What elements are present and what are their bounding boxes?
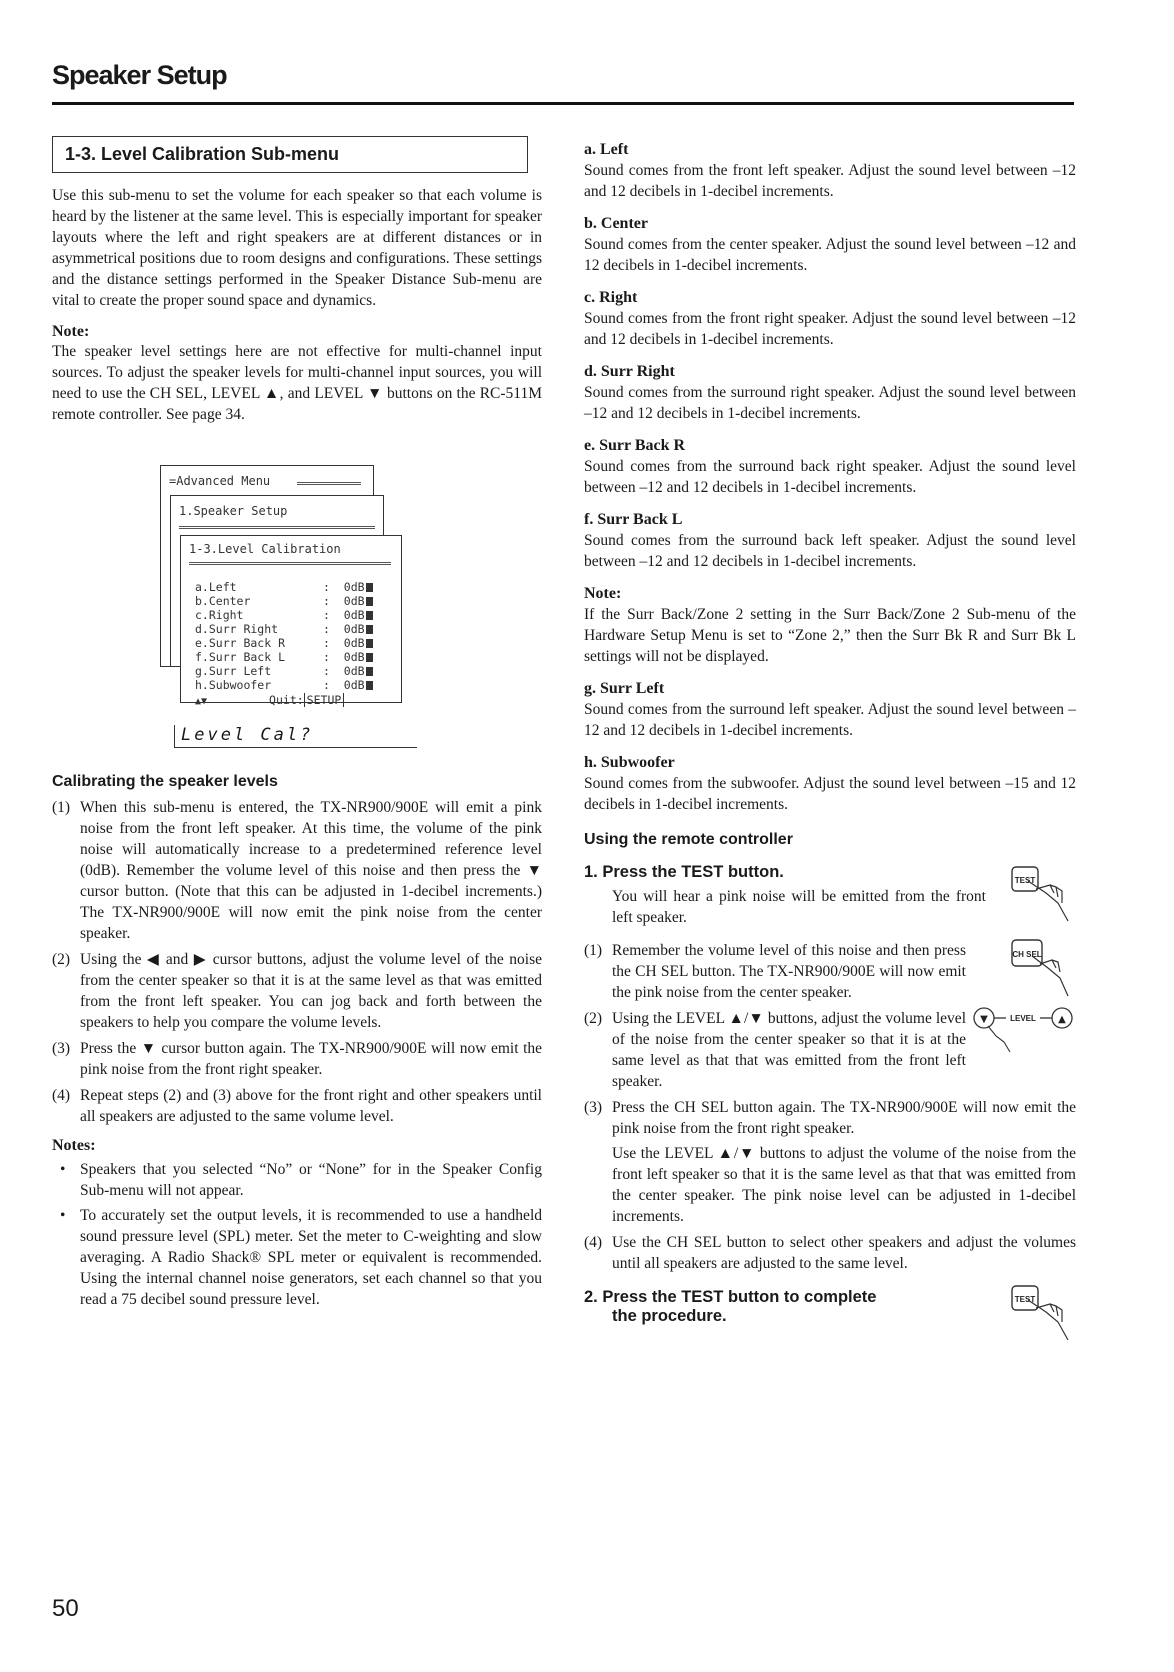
step-2-heading-continued: the procedure.	[612, 1307, 727, 1325]
note-text: The speaker level settings here are not effective for multi-channel input sources. To adjust the speaker levels for multi-channel input sources, you will need to use the CH SEL, LEVEL ▲, and LEVEL ▼ buttons on the RC-511M remote controller. See page 34.	[52, 343, 542, 423]
test-button-icon	[1006, 863, 1076, 928]
svg-text:LEVEL: LEVEL	[1010, 1014, 1036, 1023]
notes-list	[52, 1159, 542, 1310]
list-item: (3) Press the CH SEL button again. The TX-NR900/900E will now emit the pink noise from the front right speaker. Use the LEVEL ▲/▼ buttons to adjust the volume of the noise from the front left speaker so that it is the same level as that that was emitted from the center speaker. The pink noise level can be adjusted in 1-decibel increments.	[584, 1099, 1076, 1225]
speaker-entry: h. Subwoofer Sound comes from the subwoofer. Adjust the sound level between –15 and 12 decibels in 1-decibel increments.	[584, 754, 1076, 813]
list-item: (4) Repeat steps (2) and (3) above for the front right and other speakers until all speakers are adjusted to the same volume level.	[52, 1087, 542, 1125]
svg-text:TEST: TEST	[1014, 1295, 1036, 1304]
speaker-entry: c. Right Sound comes from the front right speaker. Adjust the sound level between –12 and 12 decibels in 1-decibel increments.	[584, 289, 1076, 348]
speaker-entry: d. Surr Right Sound comes from the surround right speaker. Adjust the sound level between –12 and 12 decibels in 1-decibel increments.	[584, 363, 1076, 422]
speaker-entry: a. Left Sound comes from the front left speaker. Adjust the sound level between –12 and 12 decibels in 1-decibel increments.	[584, 141, 1076, 200]
osd-menu-illustration	[52, 465, 542, 765]
osd-level-calibration-title: 1-3.Level Calibration	[189, 542, 341, 556]
intro-paragraph: Use this sub-menu to set the volume for each speaker so that each volume is heard by the listener at the same level. This is especially important for speaker layouts where the left and right speakers are at different distances or in asymmetrical positions due to room designs and configurations. These settings and the distance settings performed in the Speaker Distance Sub-menu are vital to create the proper sound space and dynamics.	[52, 187, 542, 309]
list-item: (2) Using the LEVEL ▲/▼ buttons, adjust the volume level of the noise from the center speaker so that it is at the same level as that that was emitted from the front left speaker. ▼ ▲ LEVEL	[584, 1008, 1076, 1092]
osd-setup-key: SETUP	[304, 693, 345, 707]
remote-steps	[584, 940, 1076, 1274]
osd-item: h.Subwoofer : 0dB	[195, 678, 395, 692]
step-1-heading: 1. Press the TEST button.	[584, 863, 784, 881]
list-item: • To accurately set the output levels, it is recommended to use a handheld sound pressure level (SPL) meter. Set the meter to C-weighting and slow averaging. A Radio Shack® SPL meter or equivalent is recommended. Using the internal channel noise generators, set each channel so that you read a 75 decibel sound pressure level.	[52, 1205, 542, 1310]
calibrating-steps	[52, 797, 542, 1127]
list-item: (2) Using the ◀ and ▶ cursor buttons, adjust the volume level of the noise from the center speaker so that it is at the same level as that was emitted from the front left speaker. You can jog back and forth between the speakers to help you compare the volume levels.	[52, 951, 542, 1031]
osd-item-list	[195, 580, 395, 709]
note-heading: Note:	[52, 323, 90, 340]
test-button-icon	[1006, 1282, 1076, 1347]
page-title: Speaker Setup	[52, 60, 227, 90]
osd-footer-row: ▲▼ Quit: SETUP	[195, 693, 395, 709]
right-column	[584, 140, 1076, 1326]
page-number: 50	[52, 1595, 79, 1622]
step-3-extra: Use the LEVEL ▲/▼ buttons to adjust the volume of the noise from the front left speaker so that it is the same level as that that was emitted from the center speaker. The pink noise level can be adjusted in 1-decibel increments.	[612, 1145, 1076, 1225]
osd-item: c.Right : 0dB	[195, 608, 395, 622]
speaker-entry: g. Surr Left Sound comes from the surround left speaker. Adjust the sound level between –12 and 12 decibels in 1-decibel increments.	[584, 680, 1076, 739]
osd-up-down-icon: ▲▼	[195, 696, 208, 707]
title-rule	[52, 102, 1074, 105]
svg-text:TEST: TEST	[1014, 876, 1036, 885]
osd-item: e.Surr Back R : 0dB	[195, 636, 395, 650]
ch-sel-button-icon	[1006, 936, 1076, 1004]
osd-item: g.Surr Left : 0dB	[195, 664, 395, 678]
list-item: (1) Remember the volume level of this noise and then press the CH SEL button. The TX-NR900/900E will now emit the pink noise from the center speaker. CH SEL	[584, 940, 1076, 1003]
notes-heading: Notes:	[52, 1137, 96, 1154]
note-block: Note: If the Surr Back/Zone 2 setting in the Surr Back/Zone 2 Sub-menu of the Hardware Setup Menu is set to “Zone 2,” then the Surr Bk R and Surr Bk L settings will not be displayed.	[584, 585, 1076, 665]
remote-heading: Using the remote controller	[584, 831, 793, 848]
svg-text:▼: ▼	[980, 1014, 988, 1025]
calibrating-heading: Calibrating the speaker levels	[52, 773, 278, 790]
osd-speaker-setup-title: 1.Speaker Setup	[179, 504, 288, 518]
speaker-entry: b. Center Sound comes from the center speaker. Adjust the sound level between –12 and 12 decibels in 1-decibel increments.	[584, 215, 1076, 274]
svg-text:CH SEL: CH SEL	[1012, 950, 1042, 959]
display-text: Level Cal?	[181, 725, 314, 745]
osd-item: b.Center : 0dB	[195, 594, 395, 608]
osd-item: d.Surr Right : 0dB	[195, 622, 395, 636]
osd-level-calibration-frame	[180, 535, 402, 707]
step-1-text: You will hear a pink noise will be emitted from the front left speaker.	[612, 888, 986, 926]
svg-text:▲: ▲	[1058, 1014, 1066, 1025]
osd-advanced-menu-title: =Advanced Menu	[169, 474, 271, 488]
osd-item: f.Surr Back L : 0dB	[195, 650, 395, 664]
list-item: (1) When this sub-menu is entered, the TX-NR900/900E will emit a pink noise from the front left speaker. At this time, the volume of the pink noise will automatically increase to a predetermined reference level (0dB). Remember the volume level of this noise and then press the ▼ cursor button. (Note that this can be adjusted in 1-decibel increments.) The TX-NR900/900E will now emit the pink noise from the center speaker.	[52, 799, 542, 942]
speaker-entry: f. Surr Back L Sound comes from the surround back left speaker. Adjust the sound level between –12 and 12 decibels in 1-decibel increments.	[584, 511, 1076, 570]
list-item: (4) Use the CH SEL button to select other speakers and adjust the volumes until all speakers are adjusted to the same level.	[584, 1234, 1076, 1272]
left-column	[52, 136, 542, 1314]
osd-item: a.Left : 0dB	[195, 580, 395, 594]
section-heading: 1-3. Level Calibration Sub-menu	[52, 136, 528, 173]
speaker-entry: e. Surr Back R Sound comes from the surround back right speaker. Adjust the sound level between –12 and 12 decibels in 1-decibel increments.	[584, 437, 1076, 496]
list-item: (3) Press the ▼ cursor button again. The TX-NR900/900E will now emit the pink noise from the front right speaker.	[52, 1040, 542, 1078]
step-2-heading: 2. Press the TEST button to complete	[584, 1288, 877, 1306]
remote-step-2	[584, 1288, 1076, 1326]
list-item: • Speakers that you selected “No” or “None” for in the Speaker Config Sub-menu will not appear.	[52, 1159, 542, 1201]
level-button-icon	[970, 1004, 1076, 1060]
remote-step-1	[584, 863, 1076, 928]
display-readout	[174, 725, 417, 748]
